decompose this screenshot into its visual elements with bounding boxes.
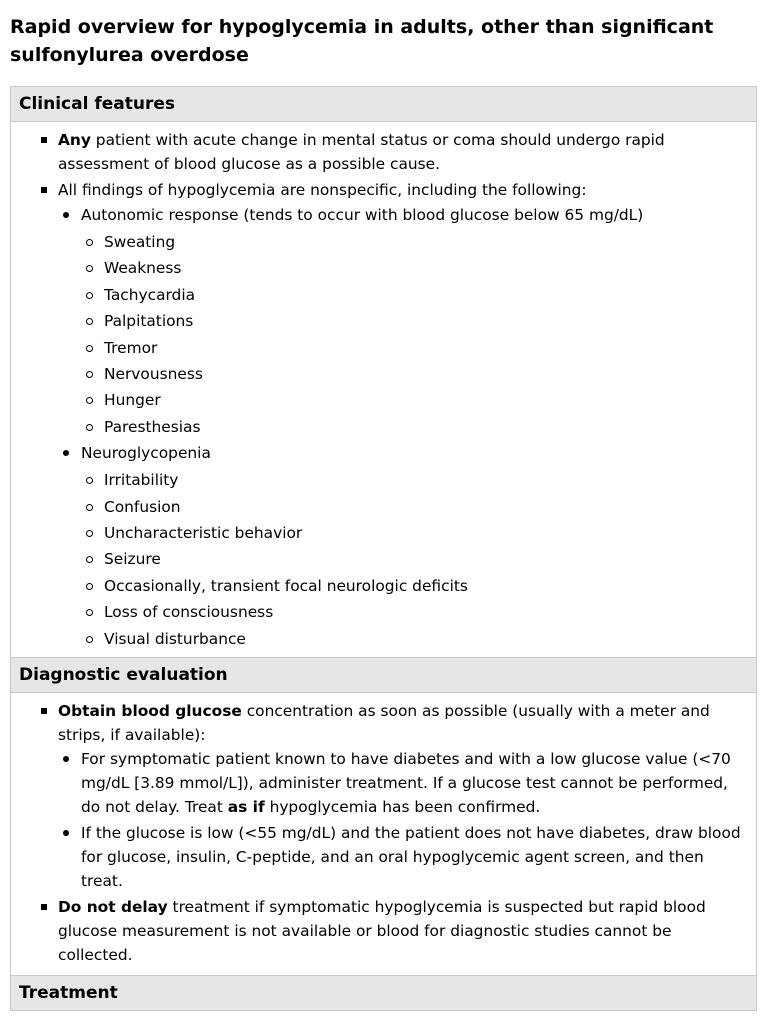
list-item-text: hypoglycemia has been confirmed.: [264, 798, 541, 816]
symptom-item: Irritability: [81, 467, 744, 493]
list-item: [11, 128, 756, 176]
emphasis-text: Obtain blood glucose: [58, 702, 242, 720]
symptom-item: Tachycardia: [81, 282, 744, 308]
list-item-neuroglycopenia: [58, 440, 744, 652]
symptom-item: Tremor: [81, 335, 744, 361]
symptom-item: Visual disturbance: [81, 626, 744, 652]
list-item-text: Neuroglycopenia: [81, 444, 211, 463]
symptom-item: Seizure: [81, 546, 744, 572]
list-item-text: patient with acute change in mental status or coma should undergo rapid assessment of blood glucose as a possible cause.: [58, 131, 665, 173]
list-item: If the glucose is low (<55 mg/dL) and the patient does not have diabetes, draw blood for glucose, insulin, C-peptide, and an oral hypoglycemic agent screen, and then treat.: [58, 821, 744, 893]
symptom-item: Sweating: [81, 229, 744, 255]
autonomic-symptom-list: [81, 229, 744, 440]
glucose-sublist: [58, 747, 744, 893]
section-header-clinical-features: Clinical features: [11, 87, 756, 122]
symptom-item: Hunger: [81, 387, 744, 413]
symptom-item: Weakness: [81, 255, 744, 281]
list-item-text: For symptomatic patient known to have diabetes and with a low glucose value (<70 mg/dL [3.89 mmol/L]), administer treatment. If a glucose test cannot be performed, do not delay. Treat: [81, 750, 731, 816]
list-item: [11, 699, 756, 893]
overview-table: [10, 86, 757, 1011]
symptom-item: Palpitations: [81, 308, 744, 334]
symptom-item: Loss of consciousness: [81, 599, 744, 625]
diagnostic-list: [11, 699, 756, 967]
symptom-item: Uncharacteristic behavior: [81, 520, 744, 546]
neuroglycopenia-symptom-list: [81, 467, 744, 652]
section-header-treatment: Treatment: [11, 976, 756, 1011]
section-body-diagnostic-evaluation: [11, 693, 756, 976]
list-item: [58, 747, 744, 819]
section-body-clinical-features: [11, 122, 756, 658]
list-item: [11, 178, 756, 652]
emphasis-text: Do not delay: [58, 898, 168, 916]
emphasis-text: as if: [227, 798, 265, 816]
symptom-item: Occasionally, transient focal neurologic deficits: [81, 573, 744, 599]
symptom-item: Confusion: [81, 494, 744, 520]
symptom-item: Paresthesias: [81, 414, 744, 440]
symptom-item: Nervousness: [81, 361, 744, 387]
findings-list: [58, 202, 744, 652]
list-item-text: All findings of hypoglycemia are nonspecific, including the following:: [58, 181, 587, 199]
section-header-diagnostic-evaluation: Diagnostic evaluation: [11, 658, 756, 693]
emphasis-text: Any: [58, 131, 91, 149]
list-item-text: concentration as soon as possible (usually with a meter and strips, if available):: [58, 702, 710, 744]
page-title: Rapid overview for hypoglycemia in adults, other than significant sulfonylurea overdose: [10, 16, 714, 66]
list-item: [11, 895, 756, 967]
list-item-autonomic: [58, 202, 744, 440]
clinical-features-list: [11, 128, 756, 652]
list-item-text: Autonomic response (tends to occur with blood glucose below 65 mg/dL): [81, 206, 644, 224]
list-item-text: treatment if symptomatic hypoglycemia is suspected but rapid blood glucose measurement is not available or blood for diagnostic studies cannot be collected.: [58, 898, 706, 964]
